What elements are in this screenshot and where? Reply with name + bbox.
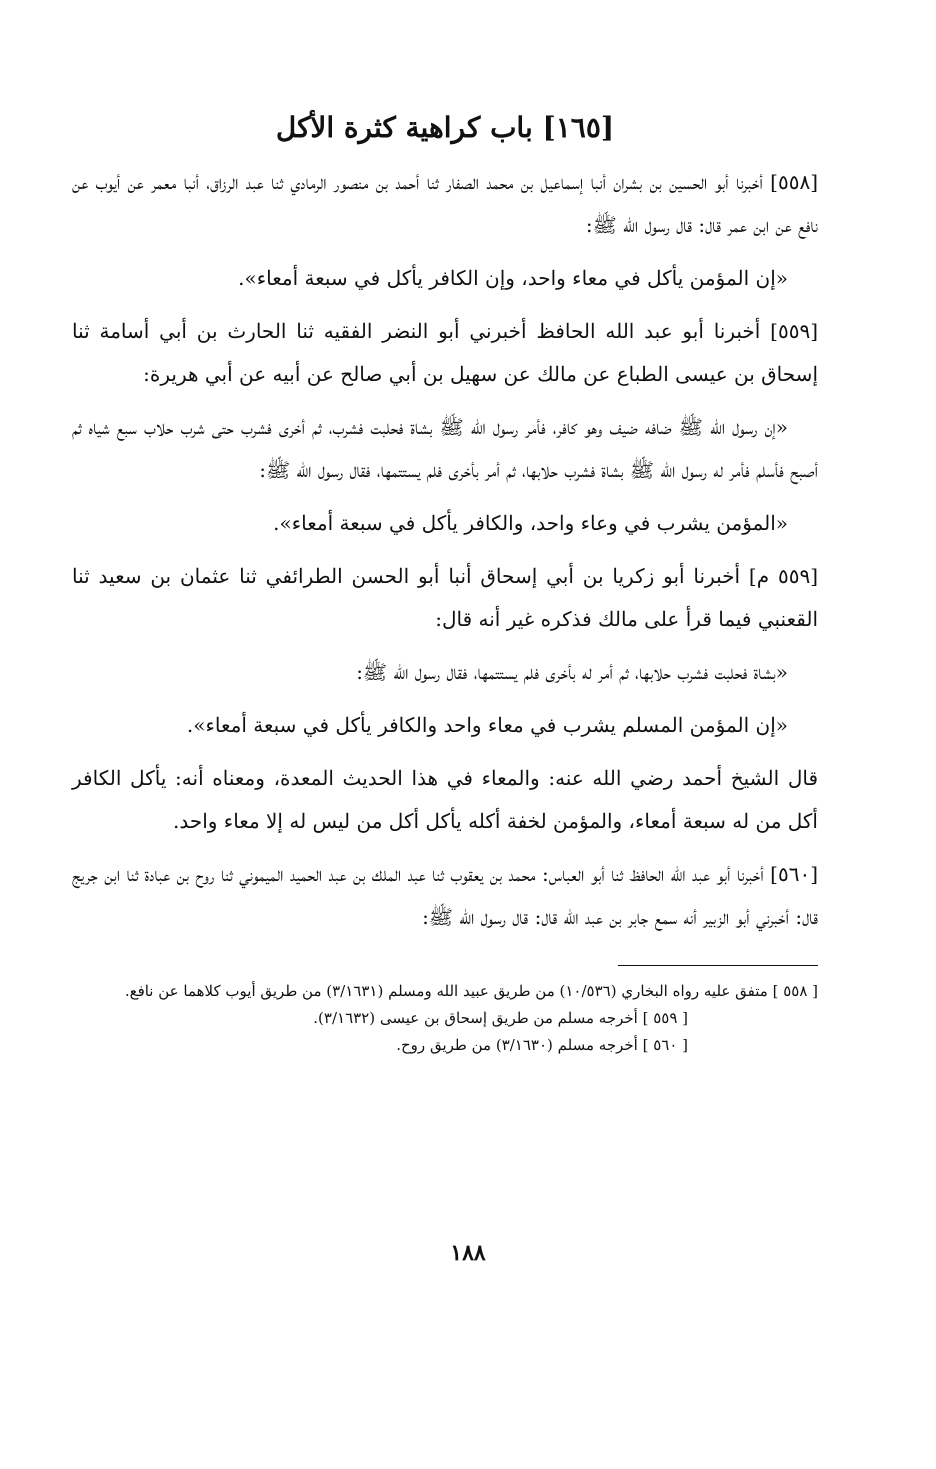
hadith-560-chain: [٥٦٠] أخبرنا أبو عبد الله الحافظ ثنا أبو العباس: محمد بن يعقوب ثنا عبد الملك بن عبد الحميد الميموني ثنا روح بن عبادة ثنا ابن جريج قال: أخبرني أبو الزبير أنه سمع جابر بن عبد الله قال: قال رسول الله ﷺ: — [72, 862, 818, 930]
footnote-560: [ ٥٦٠ ] أخرجه مسلم (٣/١٦٣٠) من طريق روح. — [396, 1036, 688, 1055]
hadith-559-chain: [٥٥٩] أخبرنا أبو عبد الله الحافظ أخبرني أبو النضر الفقيه ثنا الحارث بن أبي أسامة ثنا إسحاق بن عيسى الطباع عن مالك عن سهيل بن أبي صالح عن أبيه عن أبي هريرة: — [72, 319, 818, 387]
sheikh-commentary: قال الشيخ أحمد رضي الله عنه: والمعاء في هذا الحديث المعدة، ومعناه أنه: يأكل الكافر أكل من له سبعة أمعاء، والمؤمن لخفة أكله يأكل أكل من ليس له إلا معاء واحد. — [72, 766, 818, 834]
hadith-559m-chain: [٥٥٩ م] أخبرنا أبو زكريا بن أبي إسحاق أنبا أبو الحسن الطرائفي ثنا عثمان بن سعيد ثنا القعنبي فيما قرأ على مالك فذكره غير أنه قال: — [72, 564, 818, 632]
footnote-divider — [618, 965, 818, 966]
hadith-559-saying: «المؤمن يشرب في وعاء واحد، والكافر يأكل في سبعة أمعاء». — [273, 511, 788, 536]
hadith-559-text: «إن رسول الله ﷺ ضافه ضيف وهو كافر، فأمر رسول الله ﷺ بشاة فحلبت فشرب، ثم أخرى فشرب حتى شرب حلاب سبع شياه ثم أصبح فأسلم فأمر له رسول الله ﷺ بشاة فشرب حلابها، ثم أمر بأخرى فلم يستتمها، فقال رسول الله ﷺ: — [72, 415, 818, 483]
footnote-558: [ ٥٥٨ ] متفق عليه رواه البخاري (١٠/٥٣٦) من طريق عبيد الله ومسلم (٣/١٦٣١) من طريق أيوب كلاهما عن نافع. — [124, 982, 818, 1001]
hadith-558-chain: [٥٥٨] أخبرنا أبو الحسين بن بشران أنبا إسماعيل بن محمد الصفار ثنا أحمد بن منصور الرمادي ثنا عبد الرزاق، أنبا معمر عن أيوب عن نافع عن ابن عمر قال: قال رسول الله ﷺ: — [72, 170, 819, 238]
hadith-558-text: «إن المؤمن يأكل في معاء واحد، وإن الكافر يأكل في سبعة أمعاء». — [238, 266, 788, 291]
chapter-title: [١٦٥] باب كراهية كثرة الأكل — [275, 111, 615, 144]
footnote-559: [ ٥٥٩ ] أخرجه مسلم من طريق إسحاق بن عيسى (٣/١٦٣٢). — [313, 1009, 688, 1028]
hadith-559m-text: «بشاة فحلبت فشرب حلابها، ثم أمر له بأخرى فلم يستتمها، فقال رسول الله ﷺ: — [356, 660, 788, 685]
page-number: ١٨٨ — [450, 1240, 486, 1266]
hadith-559m-saying: «إن المؤمن المسلم يشرب في معاء واحد والكافر يأكل في سبعة أمعاء». — [186, 713, 788, 738]
